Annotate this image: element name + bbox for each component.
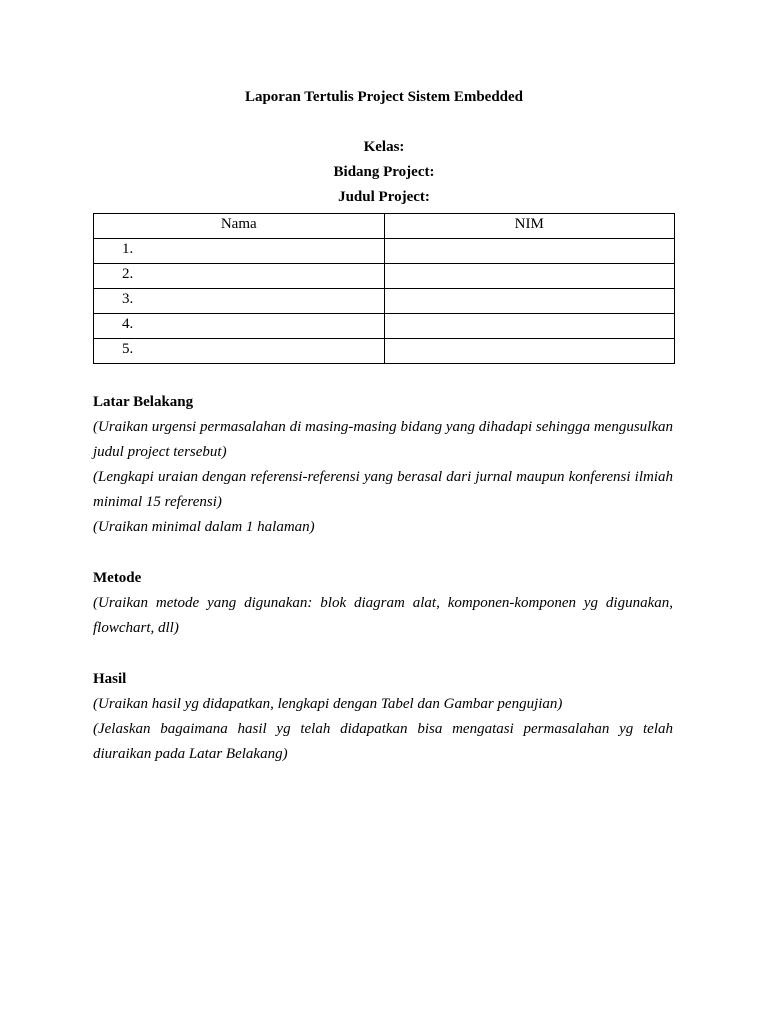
table-row xyxy=(94,264,675,289)
table-row xyxy=(94,289,675,314)
nama-cell: 5. xyxy=(94,339,385,364)
nim-cell xyxy=(384,239,675,264)
table-row xyxy=(94,239,675,264)
section-heading: Hasil xyxy=(93,671,127,687)
section-paragraph: (Jelaskan bagaimana hasil yg telah didapatkan bisa mengatasi permasalahan yg telah diuraikan pada Latar Belakang) xyxy=(93,721,673,762)
table-row xyxy=(94,314,675,339)
section-paragraph: (Uraikan metode yang digunakan: blok diagram alat, komponen-komponen yg digunakan, flowchart, dll) xyxy=(93,595,673,636)
section-latar-belakang xyxy=(93,392,673,540)
section-heading: Latar Belakang xyxy=(93,394,194,410)
section-paragraph: (Uraikan urgensi permasalahan di masing-masing bidang yang dihadapi sehingga mengusulkan judul project tersebut) xyxy=(93,419,673,460)
section-paragraph: (Uraikan minimal dalam 1 halaman) xyxy=(93,519,315,535)
section-metode xyxy=(93,568,673,641)
nama-cell: 4. xyxy=(94,314,385,339)
nim-cell xyxy=(384,314,675,339)
nama-cell: 3. xyxy=(94,289,385,314)
nim-cell xyxy=(384,339,675,364)
nama-cell: 2. xyxy=(94,264,385,289)
section-paragraph: (Lengkapi uraian dengan referensi-referensi yang berasal dari jurnal maupun konferensi ilmiah minimal 15 referensi) xyxy=(93,469,673,510)
section-heading: Metode xyxy=(93,570,142,586)
bidang-project-label: Bidang Project: xyxy=(333,164,435,180)
nim-cell xyxy=(384,264,675,289)
table-header-row xyxy=(94,214,675,239)
section-hasil xyxy=(93,669,673,767)
kelas-label: Kelas: xyxy=(363,139,405,155)
members-table xyxy=(93,213,675,364)
judul-project-label: Judul Project: xyxy=(338,189,430,205)
header-nama: Nama xyxy=(94,214,385,239)
document-title: Laporan Tertulis Project Sistem Embedded xyxy=(244,89,524,105)
nama-cell: 1. xyxy=(94,239,385,264)
nim-cell xyxy=(384,289,675,314)
header-nim: NIM xyxy=(384,214,675,239)
table-row xyxy=(94,339,675,364)
section-paragraph: (Uraikan hasil yg didapatkan, lengkapi dengan Tabel dan Gambar pengujian) xyxy=(93,696,563,712)
